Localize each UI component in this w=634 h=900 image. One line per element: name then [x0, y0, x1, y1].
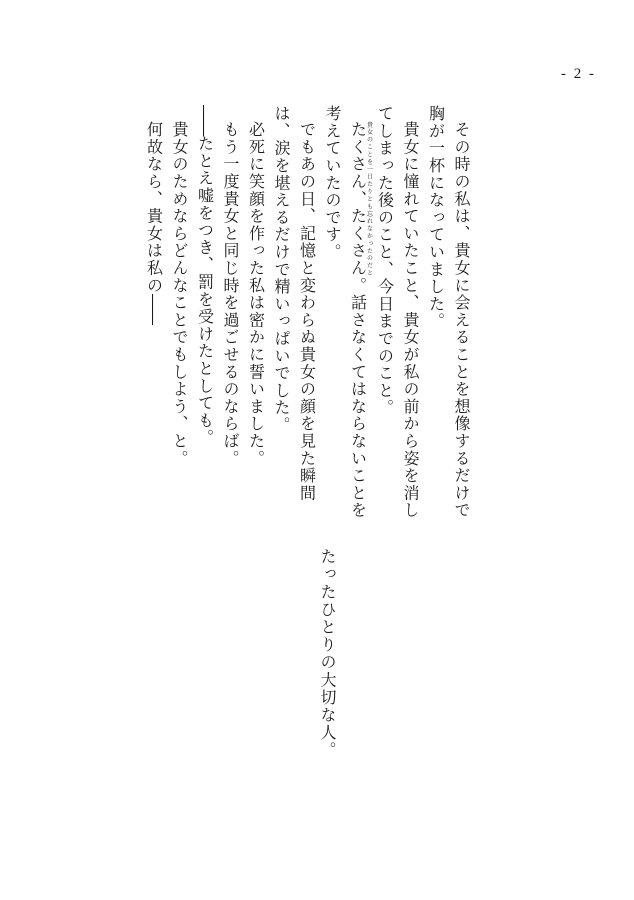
paragraph-8: 貴女のためならどんなことでもしよう、と。 [170, 121, 189, 467]
paragraph-1: その時の私は、貴女に会えることを想像するだけで胸が一杯になっていました。 [426, 105, 471, 519]
paragraph-9 [141, 105, 167, 525]
body-text [141, 105, 474, 525]
em-dash-trailing: ―― [144, 294, 164, 324]
paragraph-9-text: 何故なら、貴女は私の [144, 121, 164, 294]
ruby-base: たくさん、たくさん [348, 121, 368, 277]
ruby-annotation [348, 121, 373, 277]
page-number: - 2 - [561, 66, 596, 82]
paragraph-3-rest: 。話さなくてはならないことを考えていたのです。 [323, 105, 368, 519]
em-dash: ―― [195, 105, 215, 135]
paragraph-3 [320, 105, 373, 525]
paragraph-7-rest: たとえ嘘をつき、罰を受けたとしても。 [195, 135, 215, 447]
paragraph-2: 貴女に憧れていたこと、貴女が私の前から姿を消してしまった後のこと、今日までのこと。 [375, 105, 420, 519]
paragraph-5: 必死に笑顔を作った私は密かに誓いました。 [246, 121, 266, 467]
paragraph-7 [192, 105, 218, 525]
paragraph-6: もう一度貴女と同じ時を過ごせるのならば。 [221, 121, 240, 467]
ruby-text: 貴女のことを一日たりとも忘れなかったのだと [365, 121, 373, 277]
closing-line: たったひとりの大切な人。 [318, 548, 337, 760]
paragraph-4: でもあの日、記憶と変わらぬ貴女の顔を見た瞬間は、涙を堪えるだけで精いっぱいでした。 [272, 105, 317, 502]
